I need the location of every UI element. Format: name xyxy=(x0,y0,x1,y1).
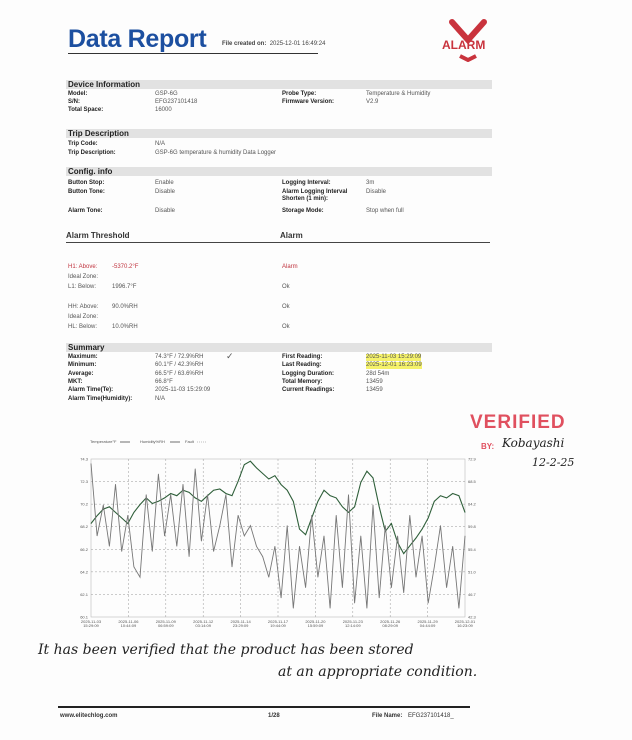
summary-field-label: Last Reading: xyxy=(282,362,322,369)
data-point xyxy=(434,567,435,568)
x-tick-time: 03:14:09 xyxy=(195,623,211,628)
data-point xyxy=(164,498,165,499)
x-tick-date: 2025-11-20 xyxy=(305,619,326,624)
data-point xyxy=(226,494,227,495)
data-point xyxy=(428,518,429,519)
data-point xyxy=(189,556,190,557)
y-left-tick-label: 72.3 xyxy=(80,479,88,485)
x-tick-time: 06:59:09 xyxy=(158,623,174,628)
x-tick-date: 2025-11-26 xyxy=(380,619,401,624)
data-point xyxy=(452,493,453,494)
legend-label: Fault xyxy=(185,439,194,444)
data-point xyxy=(354,603,355,604)
data-point xyxy=(360,536,361,537)
threshold-value: -5370.2°F xyxy=(112,264,139,270)
stamp-by: BY: xyxy=(481,442,495,451)
data-point xyxy=(115,484,116,485)
data-point xyxy=(391,523,392,524)
summary-field-value: 2025-11-03 15:29:09 xyxy=(366,354,422,360)
alarm-status: Ok xyxy=(282,284,290,290)
data-point xyxy=(121,518,122,519)
trip-field-value: N/A xyxy=(155,141,166,147)
data-point xyxy=(459,495,460,496)
device-field-label: S/N: xyxy=(68,99,80,105)
data-point xyxy=(250,525,251,526)
config-field-value: Disable xyxy=(366,189,387,195)
data-point xyxy=(293,501,294,502)
data-point xyxy=(103,505,104,506)
data-point xyxy=(91,523,92,524)
threshold-label: H1: Above: xyxy=(68,264,98,270)
data-point xyxy=(127,515,128,516)
summary-field-value: 66.8°F xyxy=(155,378,173,385)
device-field-label: Model: xyxy=(68,91,88,97)
y-right-tick-label: 55.4 xyxy=(468,546,476,552)
device-field-value: 16000 xyxy=(155,107,172,113)
trip-field-label: Trip Code: xyxy=(68,141,98,147)
summary-field-value: 13459 xyxy=(366,387,383,394)
data-point xyxy=(121,551,122,552)
y-right-tick-label: 59.8 xyxy=(468,524,476,530)
data-point xyxy=(232,567,233,568)
data-point xyxy=(109,507,110,508)
x-tick-date: 2025-11-23 xyxy=(342,619,363,624)
data-point xyxy=(97,515,98,516)
data-point xyxy=(269,577,270,578)
data-point xyxy=(324,490,325,491)
x-tick-time: 10:44:09 xyxy=(120,623,137,628)
y-left-tick-label: 74.3 xyxy=(80,456,88,462)
data-point xyxy=(226,493,227,494)
config-field-value: Disable xyxy=(155,208,176,214)
data-point xyxy=(158,501,159,502)
x-tick-time: 12:14:09 xyxy=(345,623,361,628)
y-right-tick-label: 68.5 xyxy=(468,479,476,485)
data-point xyxy=(342,587,343,588)
y-right-tick-label: 51.0 xyxy=(468,569,476,575)
y-right-tick-label: 64.2 xyxy=(468,501,476,507)
device-field-label: Firmware Version: xyxy=(282,99,335,105)
plot-frame xyxy=(91,459,465,617)
summary-field-label: Logging Duration: xyxy=(282,370,334,377)
trip-field-value: GSP-6G temperature & humidity Data Logger xyxy=(155,150,277,156)
data-point xyxy=(262,473,263,474)
config-field-label: Alarm Logging Interval Shorten (1 min): xyxy=(282,189,348,202)
config-field-value: Stop when full xyxy=(366,208,404,214)
data-point xyxy=(403,553,404,554)
data-point xyxy=(127,523,128,524)
data-point xyxy=(177,546,178,547)
data-point xyxy=(379,507,380,508)
threshold-label: L1: Below: xyxy=(68,284,97,290)
data-point xyxy=(379,598,380,599)
data-point xyxy=(385,525,386,526)
data-point xyxy=(446,587,447,588)
data-point xyxy=(275,475,276,476)
data-point xyxy=(434,501,435,502)
data-point xyxy=(410,545,411,546)
summary-field-label: Total Memory: xyxy=(282,378,323,385)
summary-field-value: 66.5°F / 63.6%RH xyxy=(155,370,204,377)
x-tick-time: 19:44:09 xyxy=(270,623,286,628)
x-tick-date: 2025-11-17 xyxy=(267,619,289,624)
summary-field-value: 2025-12-01 16:23:09 xyxy=(366,362,422,369)
data-point xyxy=(158,474,159,475)
data-point xyxy=(373,505,374,506)
data-point xyxy=(275,546,276,547)
data-point xyxy=(416,538,417,539)
data-point xyxy=(232,495,233,496)
config-field-value: Disable xyxy=(155,189,176,195)
check-mark: ✓ xyxy=(226,351,234,361)
trip-description-header: Trip Description xyxy=(66,129,492,138)
data-point xyxy=(238,515,239,516)
data-point xyxy=(422,529,423,530)
summary-field-value: 74.3°F / 72.9%RH xyxy=(155,354,204,360)
data-point xyxy=(465,536,466,537)
data-point xyxy=(373,478,374,479)
report-title: Data Report xyxy=(68,25,207,53)
data-point xyxy=(403,592,404,593)
data-point xyxy=(219,525,220,526)
handwritten-note-line2: at an appropriate condition. xyxy=(278,664,478,680)
threshold-label: HH: Above: xyxy=(68,304,99,310)
data-point xyxy=(256,546,257,547)
data-point xyxy=(410,515,411,516)
logo-text: ALARM xyxy=(442,38,486,52)
data-point xyxy=(97,536,98,537)
created-label: File created on: xyxy=(222,41,267,47)
device-field-label: Probe Type: xyxy=(282,91,317,97)
config-field-label: Storage Mode: xyxy=(282,208,324,214)
y-left-tick-label: 70.2 xyxy=(80,501,88,507)
data-point xyxy=(440,525,441,526)
config-field-label: Logging Interval: xyxy=(282,180,331,186)
data-point xyxy=(134,567,135,568)
data-point xyxy=(354,507,355,508)
alarm-threshold-header xyxy=(66,231,490,243)
threshold-label: Ideal Zone: xyxy=(68,314,99,320)
x-tick-time: 15:59:09 xyxy=(307,623,324,628)
footer-file-label: File Name: xyxy=(372,713,403,719)
data-point xyxy=(324,536,325,537)
data-point xyxy=(397,542,398,543)
data-point xyxy=(152,503,153,504)
data-point xyxy=(189,492,190,493)
device-information-header: Device Information xyxy=(66,80,492,89)
data-point xyxy=(330,495,331,496)
device-field-value: V2.9 xyxy=(366,99,379,105)
data-point xyxy=(152,551,153,552)
data-point xyxy=(428,603,429,604)
data-point xyxy=(115,512,116,513)
data-point xyxy=(250,461,251,462)
x-tick-time: 16:23:09 xyxy=(457,623,473,628)
data-point xyxy=(195,469,196,470)
data-point xyxy=(269,479,270,480)
y-right-tick-label: 46.7 xyxy=(468,591,476,597)
data-point xyxy=(140,504,141,505)
signature: Kobayashi xyxy=(502,436,565,450)
title-underline xyxy=(68,53,318,54)
data-point xyxy=(262,556,263,557)
data-point xyxy=(213,490,214,491)
threshold-label: Ideal Zone: xyxy=(68,274,99,280)
x-tick-date: 2025-11-14 xyxy=(230,619,251,624)
data-point xyxy=(164,536,165,537)
summary-field-value: 28d 54m xyxy=(366,370,390,377)
data-point xyxy=(195,498,196,499)
data-point xyxy=(281,598,282,599)
data-point xyxy=(459,608,460,609)
data-point xyxy=(440,495,441,496)
footer-website: www.elitechlog.com xyxy=(60,713,118,719)
data-point xyxy=(109,546,110,547)
legend-label: Humidity%RH xyxy=(140,439,165,444)
y-right-tick-label: 42.3 xyxy=(468,614,476,620)
x-tick-time: 08:29:09 xyxy=(382,623,398,628)
config-field-label: Button Stop: xyxy=(68,180,105,186)
data-point xyxy=(452,546,453,547)
data-point xyxy=(311,515,312,516)
data-point xyxy=(305,534,306,535)
data-point xyxy=(170,493,171,494)
data-point xyxy=(146,494,147,495)
threshold-value: 10.0%RH xyxy=(112,324,138,330)
data-point xyxy=(177,495,178,496)
summary-field-value: 2025-11-03 15:29:09 xyxy=(155,387,211,394)
alarm-title: Alarm xyxy=(280,231,303,240)
y-left-tick-label: 60.1 xyxy=(80,614,88,620)
data-point xyxy=(391,587,392,588)
device-field-value: Temperature & Humidity xyxy=(366,91,431,97)
y-right-tick-label: 72.9 xyxy=(468,456,476,462)
alarm-logo xyxy=(440,18,496,62)
y-left-tick-label: 62.1 xyxy=(80,591,88,597)
data-point xyxy=(446,498,447,499)
x-tick-time: 04:44:09 xyxy=(419,623,436,628)
x-tick-time: 15:29:09 xyxy=(83,623,99,628)
config-field-label: Alarm Tone: xyxy=(68,208,103,214)
handwritten-note-line1: It has been verified that the product has been stored xyxy=(38,642,414,658)
data-point xyxy=(305,587,306,588)
data-point xyxy=(336,498,337,499)
data-point xyxy=(367,471,368,472)
data-point xyxy=(299,529,300,530)
x-tick-date: 2025-11-06 xyxy=(118,619,139,624)
x-tick-time: 23:29:09 xyxy=(232,623,249,628)
footer-rule xyxy=(58,706,470,708)
data-point xyxy=(238,481,239,482)
data-point xyxy=(299,546,300,547)
device-field-label: Total Space: xyxy=(68,107,104,113)
data-point xyxy=(183,484,184,485)
data-point xyxy=(170,494,171,495)
device-field-value: GSP-6G xyxy=(155,91,178,97)
data-point xyxy=(287,490,288,491)
data-point xyxy=(287,525,288,526)
data-point xyxy=(336,515,337,516)
data-point xyxy=(256,468,257,469)
data-point xyxy=(219,489,220,490)
threshold-value: 1996.7°F xyxy=(112,284,137,290)
x-tick-date: 2025-11-12 xyxy=(193,619,214,624)
summary-field-label: Minimum: xyxy=(68,362,97,369)
signature-date: 12-2-25 xyxy=(532,456,575,469)
summary-field-label: Average: xyxy=(68,370,94,377)
data-point xyxy=(201,541,202,542)
data-point xyxy=(134,512,135,513)
trip-field-label: Trip Description: xyxy=(68,150,116,156)
data-point xyxy=(330,608,331,609)
data-point xyxy=(207,494,208,495)
data-point xyxy=(293,608,294,609)
y-left-tick-label: 66.2 xyxy=(80,546,88,552)
data-point xyxy=(213,551,214,552)
data-point xyxy=(342,507,343,508)
footer-page: 1/28 xyxy=(268,713,280,719)
alarm-status: Ok xyxy=(282,324,290,330)
data-point xyxy=(281,484,282,485)
data-point xyxy=(91,463,92,464)
data-point xyxy=(360,482,361,483)
config-info-header: Config. info xyxy=(66,167,492,176)
data-point xyxy=(244,536,245,537)
summary-field-label: Maximum: xyxy=(68,354,98,360)
footer-file-value: EFG237101418_ xyxy=(408,713,454,719)
data-point xyxy=(397,536,398,537)
created-value: 2025-12-01 16:49:24 xyxy=(269,41,326,47)
config-field-value: 3m xyxy=(366,180,375,186)
summary-field-value: 60.1°F / 42.3%RH xyxy=(155,362,204,369)
config-field-label: Button Tone: xyxy=(68,189,105,195)
y-left-tick-label: 64.2 xyxy=(80,569,88,575)
data-point xyxy=(318,577,319,578)
data-point xyxy=(348,512,349,513)
config-field-value: Enable xyxy=(155,180,174,186)
legend-label: Temperature°F xyxy=(90,439,117,444)
summary-field-label: First Reading: xyxy=(282,354,323,360)
threshold-value: 90.0%RH xyxy=(112,304,138,310)
summary-field-value: N/A xyxy=(155,395,166,402)
summary-field-label: Current Readings: xyxy=(282,387,335,394)
x-tick-date: 2025-11-03 xyxy=(80,619,102,624)
summary-field-label: Alarm Time(Te): xyxy=(68,387,114,394)
summary-header: Summary xyxy=(66,343,492,352)
data-point xyxy=(465,512,466,513)
data-point xyxy=(318,501,319,502)
x-tick-date: 2025-11-29 xyxy=(417,619,438,624)
summary-field-value: 13459 xyxy=(366,378,383,385)
file-created xyxy=(222,40,325,48)
alarm-status: Alarm xyxy=(282,264,298,270)
data-point xyxy=(422,536,423,537)
data-point xyxy=(244,464,245,465)
threshold-label: HL: Below: xyxy=(68,324,98,330)
alarm-status: Ok xyxy=(282,304,290,310)
summary-field-label: MKT: xyxy=(68,378,83,385)
data-point xyxy=(348,494,349,495)
x-tick-date: 2025-12-01 xyxy=(454,619,476,624)
temperature-humidity-chart xyxy=(60,432,480,632)
data-point xyxy=(416,577,417,578)
summary-field-label: Alarm Time(Humidity): xyxy=(68,395,133,402)
x-tick-date: 2025-11-09 xyxy=(155,619,176,624)
y-left-tick-label: 68.2 xyxy=(80,524,88,530)
data-point xyxy=(201,501,202,502)
data-point xyxy=(367,608,368,609)
device-field-value: EFG237101418 xyxy=(155,99,198,105)
data-point xyxy=(140,577,141,578)
threshold-title: Alarm Threshold xyxy=(66,231,130,240)
verified-stamp: VERIFIED xyxy=(470,412,566,433)
